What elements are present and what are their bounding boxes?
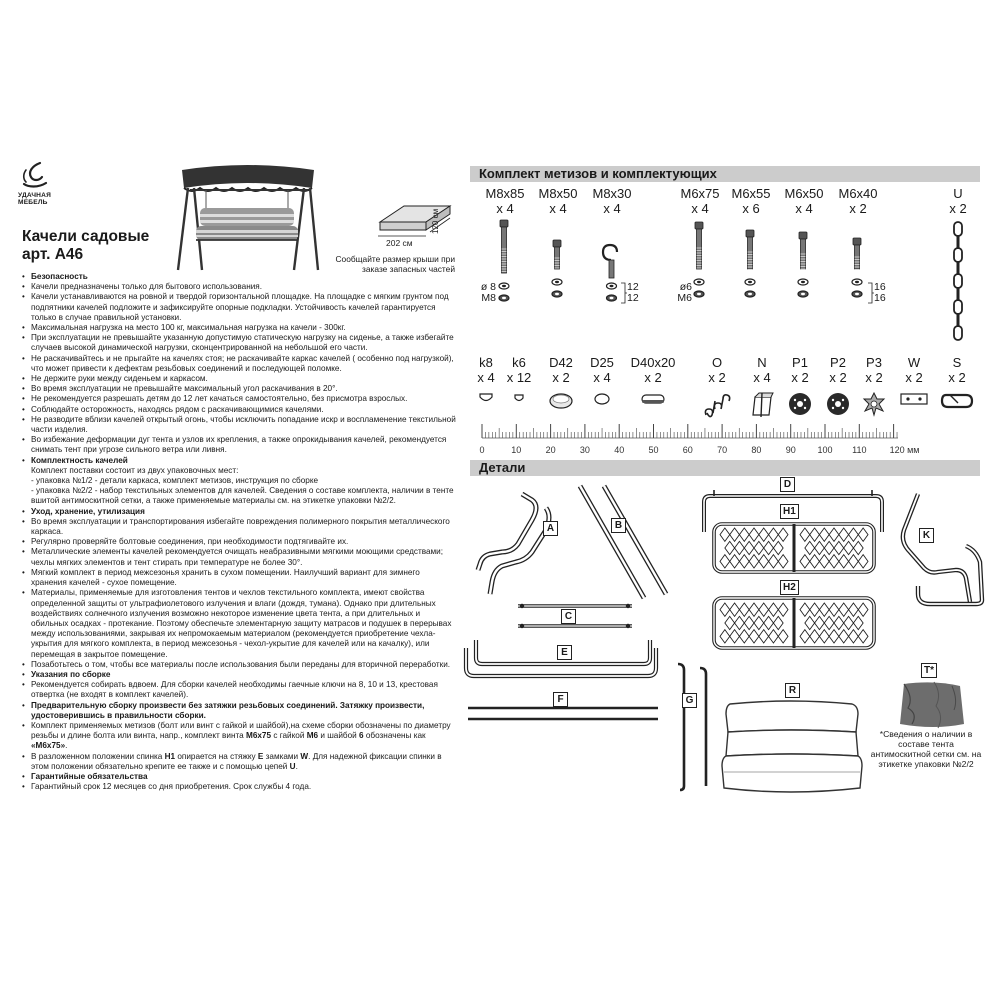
hardware-qty: x 4 bbox=[549, 201, 567, 216]
fitting-item-s bbox=[931, 355, 983, 411]
part-b-drawing bbox=[574, 482, 670, 602]
part-r-drawing bbox=[716, 696, 866, 802]
bullet-icon: • bbox=[22, 414, 25, 424]
round-plug-icon bbox=[548, 391, 574, 411]
ruler-label: 10 bbox=[511, 445, 522, 455]
instruction-item: • Качели устанавливаются на ровной и твердой горизонтальной площадке. На площадке с мягким грунтом под подпятники качелей подложите и зафиксируйте опорные подкладки. Устойчивость качелей гарантируется только в случае правильной установки. bbox=[22, 292, 449, 322]
dim-m8: M8 bbox=[481, 292, 496, 304]
part-label-h2: H2 bbox=[780, 580, 799, 595]
fitting-qty: x 2 bbox=[708, 370, 726, 385]
hardware-code: M6x55 bbox=[731, 186, 771, 201]
part-label-a: A bbox=[543, 521, 558, 536]
bullet-icon: • bbox=[22, 435, 25, 445]
instruction-item: • Во время эксплуатации не превышайте максимальный угол раскачивания в 20°. bbox=[22, 384, 338, 394]
bolt-icon bbox=[694, 220, 706, 308]
hardware-qty: x 4 bbox=[496, 201, 514, 216]
part-label-f: F bbox=[553, 692, 568, 707]
ruler-label: 20 bbox=[545, 445, 556, 455]
canopy-note: *Сведения о наличии в составе тента антимоскитной сетки см. на этикетке упаковки №2/2 bbox=[870, 729, 982, 769]
bullet-icon: • bbox=[22, 751, 25, 761]
instruction-item: • Не раскачивайтесь и не прыгайте на качелях стоя; не раскачивайте каркас качелей ( особенно под нагрузкой), что может привести к дефектам резьбовых соединений и последующей поломке. bbox=[22, 353, 454, 373]
brand-logo bbox=[18, 160, 68, 207]
brand-line-1: УДАЧНАЯ bbox=[18, 192, 52, 199]
spring-icon bbox=[701, 391, 733, 419]
hardware-qty: x 2 bbox=[849, 201, 867, 216]
dim-d8: ø 8 bbox=[480, 281, 496, 293]
part-g-drawing bbox=[664, 662, 714, 792]
dim-bracket-12 bbox=[620, 281, 628, 305]
bullet-icon: • bbox=[22, 516, 25, 526]
fitting-qty: x 12 bbox=[506, 370, 532, 385]
bullet-icon: • bbox=[22, 506, 25, 516]
bullet-icon: • bbox=[22, 680, 25, 690]
part-label-b: B bbox=[611, 518, 626, 533]
fitting-code: P2 bbox=[830, 355, 846, 370]
bullet-icon: • bbox=[22, 567, 25, 577]
instruction-item: • Качели предназначены только для бытового использования. bbox=[22, 282, 263, 292]
roof-size-note: Сообщайте размер крыши при заказе запасных частей bbox=[335, 254, 455, 274]
bullet-icon: • bbox=[22, 282, 25, 292]
hardware-code: M8x85 bbox=[485, 186, 525, 201]
bullet-icon: • bbox=[22, 771, 25, 781]
oval-plug-icon bbox=[639, 391, 667, 407]
parts-section-title: Детали bbox=[479, 460, 526, 475]
section-heading: • Безопасность bbox=[22, 272, 88, 281]
ruler-label: 40 bbox=[614, 445, 625, 455]
hardware-code: M8x30 bbox=[592, 186, 632, 201]
bullet-icon: • bbox=[22, 455, 25, 465]
bullet-icon: • bbox=[22, 782, 25, 792]
bullet-icon: • bbox=[22, 272, 25, 281]
hardware-code: M6x40 bbox=[838, 186, 878, 201]
swing-illustration bbox=[172, 158, 322, 274]
bolt-icon bbox=[499, 218, 511, 312]
bullet-icon: • bbox=[22, 394, 25, 404]
bolt-icon bbox=[745, 228, 757, 308]
instruction-item: • Во избежание деформации дуг тента и узлов их крепления, а также опрокидывания качелей, рекомендуется снимать тент при угрозе сильного ветра или ливня. bbox=[22, 435, 447, 455]
fitting-code: D42 bbox=[549, 355, 573, 370]
instruction-item: • Соблюдайте осторожность, находясь рядом с раскачивающимися качелями. bbox=[22, 404, 324, 414]
hardware-qty: x 6 bbox=[742, 201, 760, 216]
bullet-icon: • bbox=[22, 333, 25, 343]
instruction-item: • Максимальная нагрузка на место 100 кг, максимальная нагрузка на качели - 300кг. bbox=[22, 323, 346, 333]
dim-d6: ø6 bbox=[679, 281, 692, 293]
hardware-qty: x 4 bbox=[691, 201, 709, 216]
small-plug-icon bbox=[593, 391, 611, 407]
fitting-qty: x 2 bbox=[791, 370, 809, 385]
ruler-label: 50 bbox=[648, 445, 659, 455]
fitting-qty: x 2 bbox=[644, 370, 662, 385]
info-line: Комплект поставки состоит из двух упаковочных мест: bbox=[31, 465, 239, 475]
small-cap-icon bbox=[512, 391, 526, 405]
fitting-item-d25 bbox=[576, 355, 628, 407]
part-label-c: C bbox=[561, 609, 576, 624]
ruler-label: 30 bbox=[579, 445, 590, 455]
carabiner-icon bbox=[940, 391, 974, 411]
hardware-item-m6x55 bbox=[727, 186, 775, 308]
instruction-item: • При эксплуатации не превышайте указанную допустимую статическую нагрузку на сиденье, а также избегайте случаев высокой динамической нагрузки, сконцентрированной на небольшой его части. bbox=[22, 333, 454, 353]
section-heading: • Гарантийные обязательства bbox=[22, 771, 148, 781]
info-line: - упаковка №1/2 - детали каркаса, комплект метизов, инструкция по сборке bbox=[31, 476, 319, 486]
fitting-code: D25 bbox=[590, 355, 614, 370]
info-line: - упаковка №2/2 - набор текстильных элементов для качелей. Сведения о составе комплекта, наличии в тенте вшитой антимоскитной сетки, а также применяемые материалы см. на этикетке упаковки №2/2. bbox=[31, 486, 454, 506]
fitting-code: P3 bbox=[866, 355, 882, 370]
bullet-icon: • bbox=[22, 537, 25, 547]
part-label-h1: H1 bbox=[780, 504, 799, 519]
instruction-item: • Материалы, применяемые для изготовления тентов и чехлов текстильного комплекта, имеют свойства определенной защиты от ультрафиолетового излучения и влаги (дождя, тумана). Однако при длительных воздействиях солнечного излучения возможно некоторое изменение цвета тента, а при длительных и обильных осадках - протекание. Поэтому обеспечьте элементарную защиту матрасов и подушек в перерывах между использованиями, закрывая их непромокаемым материалом (рекомендуется приобретение чехла-укрытия для мягкого комплекта, в период межсезонья - чехол-укрытие для качелей или на качалку), или перемещая в закрытое помещение. bbox=[22, 588, 452, 659]
product-article: арт. А46 bbox=[22, 246, 84, 263]
instruction-item: • Регулярно проверяйте болтовые соединения, при необходимости подтягивайте их. bbox=[22, 537, 349, 547]
brand-swirl-icon bbox=[18, 160, 52, 190]
hardware-code: M8x50 bbox=[538, 186, 578, 201]
instruction-item: • Предварительную сборку произвести без затяжки резьбовых соединений. Затяжку произвести, удостоверившись в правильности сборки. bbox=[22, 700, 425, 720]
section-heading: • Комплектность качелей bbox=[22, 455, 128, 465]
kit-section-title: Комплект метизов и комплектующих bbox=[479, 166, 717, 181]
part-label-e: E bbox=[557, 645, 572, 660]
fitting-qty: x 2 bbox=[829, 370, 847, 385]
instruction-item: • Металлические элементы качелей рекомендуется очищать неабразивными мягкими моющими средствами; чехлы мягких элементов и тент стирать при температуре не более 30°. bbox=[22, 547, 444, 567]
hardware-item-u bbox=[934, 186, 982, 346]
fitting-code: S bbox=[952, 355, 962, 370]
hardware-qty: x 4 bbox=[603, 201, 621, 216]
fitting-code: k8 bbox=[479, 355, 493, 370]
roof-length: 202 см bbox=[386, 238, 413, 248]
dim-h16b: 16 bbox=[874, 292, 886, 304]
hardware-code: U bbox=[953, 186, 963, 201]
kit-section-header bbox=[470, 166, 980, 182]
part-label-d: D bbox=[780, 477, 795, 492]
fitting-qty: x 2 bbox=[948, 370, 966, 385]
section-heading: • Уход, хранение, утилизация bbox=[22, 506, 145, 516]
part-a-drawing bbox=[476, 490, 556, 600]
roof-width: 120 см bbox=[431, 208, 440, 234]
bullet-icon: • bbox=[22, 292, 25, 302]
dim-bracket-16 bbox=[867, 281, 875, 305]
measurement-ruler bbox=[480, 424, 920, 456]
lock-plate-icon bbox=[899, 391, 929, 407]
instruction-item: • Мягкий комплект в период межсезонья хранить в сухом помещении. Наилучший вариант для зимнего хранения качелей - сухое помещение. bbox=[22, 567, 420, 588]
fitting-qty: x 2 bbox=[552, 370, 570, 385]
bolt-icon bbox=[552, 238, 564, 308]
bolt-icon bbox=[852, 236, 864, 308]
part-label-g: G bbox=[682, 693, 697, 708]
fitting-code: O bbox=[711, 355, 723, 370]
fitting-code: N bbox=[757, 355, 767, 370]
bullet-icon: • bbox=[22, 547, 25, 557]
ruler-label: 80 bbox=[751, 445, 762, 455]
fitting-qty: x 2 bbox=[865, 370, 883, 385]
instruction-item: • Гарантийный срок 12 месяцев со дня приобретения. Срок службы 4 года. bbox=[22, 782, 312, 792]
ruler-label: 100 bbox=[817, 445, 833, 455]
instruction-item: • Позаботьтесь о том, чтобы все материалы после использования были переданы для вторичной переработки. bbox=[22, 659, 451, 669]
part-k-drawing bbox=[896, 490, 986, 608]
hardware-code: M6x75 bbox=[680, 186, 720, 201]
disc-icon bbox=[787, 391, 813, 417]
instruction-item: • Комплект применяемых метизов (болт или винт с гайкой и шайбой),на схеме сборки обозначены по диаметру резьбы и длине болта или винта, напр., комплект винта М6х75 с гайкой М6 и шайбой 6 обозначены как «М6х75». bbox=[22, 720, 451, 751]
fitting-code: D40x20 bbox=[630, 355, 676, 370]
section-heading: • Указания по сборке bbox=[22, 669, 111, 679]
ruler-label: 0 bbox=[479, 445, 485, 455]
instruction-item: • Не рекомендуется разрешать детям до 12 лет качаться самостоятельно, без присмотра взрослых. bbox=[22, 394, 408, 404]
fitting-qty: x 4 bbox=[593, 370, 611, 385]
instruction-item: • Не держите руки между сиденьем и каркасом. bbox=[22, 374, 208, 384]
bullet-icon: • bbox=[22, 700, 25, 710]
ruler-label: 110 bbox=[852, 445, 867, 455]
bullet-icon: • bbox=[22, 404, 25, 414]
dim-h16a: 16 bbox=[874, 281, 886, 293]
bolt-icon bbox=[798, 230, 810, 308]
part-label-r: R bbox=[785, 683, 800, 698]
bracket-icon bbox=[749, 391, 775, 419]
parts-section-header bbox=[470, 460, 980, 476]
dim-h12b: 12 bbox=[627, 292, 639, 304]
hardware-qty: x 4 bbox=[795, 201, 813, 216]
bullet-icon: • bbox=[22, 669, 25, 679]
fitting-code: P1 bbox=[792, 355, 808, 370]
brand-line-2: МЕБЕЛЬ bbox=[18, 199, 48, 207]
hardware-qty: x 2 bbox=[949, 201, 967, 216]
part-t-drawing bbox=[894, 678, 970, 732]
hardware-code: M6x50 bbox=[784, 186, 824, 201]
fitting-qty: x 2 bbox=[905, 370, 923, 385]
instruction-item: • Во время эксплуатации и транспортирования избегайте повреждения полимерного покрытия металлического каркаса. bbox=[22, 516, 450, 537]
instruction-item: • Не разводите вблизи качелей открытый огонь, чтобы исключить попадание искр и воспламенение текстильной части изделия. bbox=[22, 414, 456, 435]
bullet-icon: • bbox=[22, 720, 25, 730]
instruction-item: • Рекомендуется собирать вдвоем. Для сборки качелей необходимы гаечные ключи на 8, 10 и 13, крестовая отвертка (не входят в комплект качелей). bbox=[22, 680, 438, 700]
fitting-code: k6 bbox=[512, 355, 526, 370]
bullet-icon: • bbox=[22, 384, 25, 394]
bullet-icon: • bbox=[22, 374, 25, 384]
bullet-icon: • bbox=[22, 353, 25, 363]
instruction-item: • В разложенном положении спинка H1 опирается на стяжку E замками W. Для надежной фиксации спинки в этом положении обязательно крепите ее также и с помощью цепей U. bbox=[22, 751, 442, 771]
dim-m6: M6 bbox=[677, 292, 692, 304]
fitting-code: W bbox=[907, 355, 921, 370]
ruler-label: 70 bbox=[717, 445, 728, 455]
part-label-t: T* bbox=[921, 663, 937, 678]
product-name: Качели садовые bbox=[22, 228, 150, 245]
product-title bbox=[22, 228, 172, 264]
roof-size-diagram bbox=[372, 200, 454, 248]
fitting-qty: x 4 bbox=[753, 370, 771, 385]
bullet-icon: • bbox=[22, 323, 25, 333]
dim-h12a: 12 bbox=[627, 281, 639, 293]
ruler-label: 90 bbox=[785, 445, 796, 455]
fitting-item-d40x20 bbox=[627, 355, 679, 407]
instructions-text bbox=[22, 272, 456, 792]
fitting-qty: x 4 bbox=[477, 370, 495, 385]
ruler-label: 120 мм bbox=[889, 445, 920, 455]
bullet-icon: • bbox=[22, 659, 25, 669]
part-label-k: K bbox=[919, 528, 934, 543]
chain-icon bbox=[950, 218, 966, 346]
bullet-icon: • bbox=[22, 588, 25, 598]
star-knob-icon bbox=[861, 391, 887, 417]
hardware-item-m6x50 bbox=[780, 186, 828, 308]
ruler-label: 60 bbox=[682, 445, 693, 455]
hardware-item-m8x50 bbox=[534, 186, 582, 308]
